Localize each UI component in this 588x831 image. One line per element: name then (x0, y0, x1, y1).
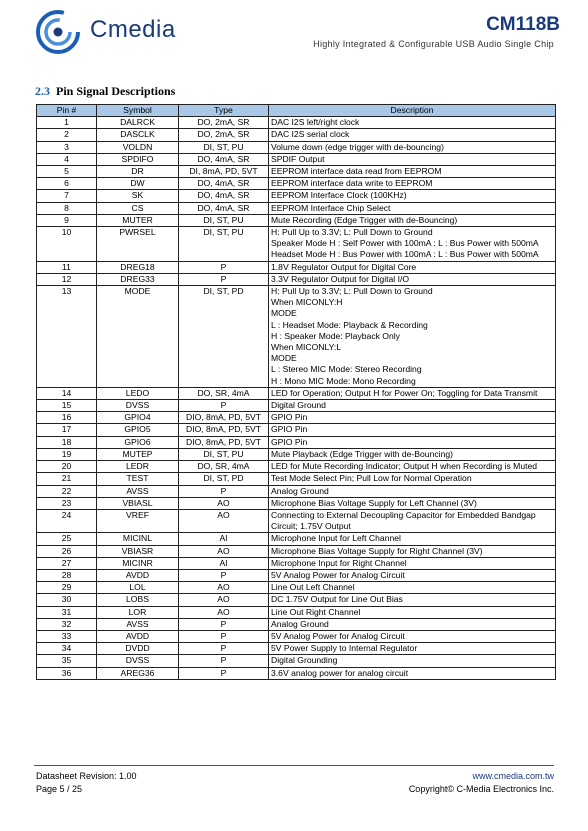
cell-description (269, 569, 556, 581)
cell-symbol: PWRSEL (97, 227, 179, 262)
chip-subtitle: Highly Integrated & Configurable USB Audio Single Chip (313, 39, 554, 49)
cell-type: DO, 2mA, SR (179, 117, 269, 129)
table-row (37, 461, 556, 473)
cell-description (269, 667, 556, 679)
cell-symbol: DW (97, 178, 179, 190)
table-body (37, 117, 556, 680)
table-row (37, 473, 556, 485)
cell-type: DO, SR, 4mA (179, 387, 269, 399)
table-row (37, 141, 556, 153)
cell-type: DO, 2mA, SR (179, 129, 269, 141)
description-line: 5V Analog Power for Analog Circuit (271, 630, 405, 641)
description-line: GPIO Pin (271, 424, 308, 435)
description-line: Microphone Bias Voltage Supply for Right Channel (3V) (271, 545, 483, 556)
section-title: Pin Signal Descriptions (56, 84, 176, 98)
cell-pin: 36 (37, 667, 97, 679)
cell-symbol: VOLDN (97, 141, 179, 153)
description-line: Analog Ground (271, 618, 329, 629)
cell-type: DO, 4mA, SR (179, 202, 269, 214)
cell-pin: 33 (37, 630, 97, 642)
table-row (37, 178, 556, 190)
cell-pin: 21 (37, 473, 97, 485)
cell-symbol: DASCLK (97, 129, 179, 141)
cell-symbol: LEDR (97, 461, 179, 473)
cell-pin: 26 (37, 545, 97, 557)
cell-description (269, 655, 556, 667)
description-line: H: Pull Up to 3.3V; L: Pull Down to Ground (271, 227, 433, 238)
cell-description (269, 178, 556, 190)
cell-pin: 10 (37, 227, 97, 262)
cell-symbol: SK (97, 190, 179, 202)
table-row (37, 153, 556, 165)
cell-pin: 7 (37, 190, 97, 202)
cell-pin: 24 (37, 509, 97, 532)
description-line: L : Headset Mode: Playback & Recording (271, 319, 428, 330)
cell-type: DI, ST, PU (179, 214, 269, 226)
cell-symbol: AVSS (97, 485, 179, 497)
description-line: 5V Power Supply to Internal Regulator (271, 643, 418, 654)
cell-type: DI, ST, PD (179, 473, 269, 485)
table-row (37, 190, 556, 202)
cell-symbol: AVSS (97, 618, 179, 630)
description-line: GPIO Pin (271, 436, 308, 447)
cell-type: DO, 4mA, SR (179, 178, 269, 190)
cell-symbol: MUTEP (97, 448, 179, 460)
cell-description (269, 227, 556, 262)
cell-pin: 27 (37, 557, 97, 569)
cell-symbol: DVDD (97, 643, 179, 655)
description-line: MODE (271, 308, 297, 319)
cell-type: P (179, 630, 269, 642)
cell-pin: 31 (37, 606, 97, 618)
column-header-type: Type (179, 105, 269, 117)
cell-symbol: AREG36 (97, 667, 179, 679)
cell-description (269, 594, 556, 606)
table-row (37, 448, 556, 460)
description-line: 1.8V Regulator Output for Digital Core (271, 261, 417, 272)
cell-symbol: LOR (97, 606, 179, 618)
description-line: Digital Ground (271, 400, 326, 411)
cell-description (269, 606, 556, 618)
column-header-symbol: Symbol (97, 105, 179, 117)
description-line: EEPROM interface data write to EEPROM (271, 178, 433, 189)
description-line: Line Out Right Channel (271, 606, 361, 617)
cell-pin: 1 (37, 117, 97, 129)
cell-type: DI, ST, PU (179, 141, 269, 153)
cell-pin: 25 (37, 533, 97, 545)
description-line: H : Mono MIC Mode: Mono Recording (271, 375, 416, 386)
description-line: Line Out Left Channel (271, 582, 355, 593)
description-line: Speaker Mode H : Self Power with 100mA : L : Bus Power with 500mA (271, 238, 539, 249)
table-row (37, 286, 556, 388)
cell-pin: 28 (37, 569, 97, 581)
cell-description (269, 400, 556, 412)
footer-page: Page 5 / 25 (36, 784, 83, 794)
cell-pin: 16 (37, 412, 97, 424)
description-line: When MICONLY:L (271, 342, 342, 353)
description-line: Mute Recording (Edge Trigger with de-Bouncing) (271, 214, 458, 225)
cell-type: DI, ST, PU (179, 448, 269, 460)
table-row (37, 497, 556, 509)
description-line: Test Mode Select Pin; Pull Low for Normal Operation (271, 473, 472, 484)
description-line: EEPROM interface data read from EEPROM (271, 166, 442, 177)
table-row (37, 545, 556, 557)
cell-type: DIO, 8mA, PD, 5VT (179, 424, 269, 436)
description-line: Analog Ground (271, 485, 329, 496)
cell-type: P (179, 400, 269, 412)
cell-pin: 11 (37, 261, 97, 273)
cell-type: P (179, 273, 269, 285)
cell-symbol: MICINL (97, 533, 179, 545)
cell-description (269, 545, 556, 557)
cell-type: AO (179, 594, 269, 606)
cell-description (269, 557, 556, 569)
table-row (37, 117, 556, 129)
table-row (37, 569, 556, 581)
table-row (37, 129, 556, 141)
cell-description (269, 202, 556, 214)
cell-pin: 3 (37, 141, 97, 153)
cell-pin: 30 (37, 594, 97, 606)
cell-type: P (179, 667, 269, 679)
cell-symbol: AVDD (97, 630, 179, 642)
description-line: EEPROM Interface Chip Select (271, 202, 391, 213)
chip-title: CM118B (486, 14, 560, 35)
cell-description (269, 509, 556, 532)
description-line: DAC I2S serial clock (271, 129, 350, 140)
cell-description (269, 618, 556, 630)
cell-description (269, 387, 556, 399)
description-line: EEPROM Interface Clock (100KHz) (271, 190, 407, 201)
table-row (37, 509, 556, 532)
description-line: 3.6V analog power for analog circuit (271, 667, 409, 678)
cell-type: AO (179, 545, 269, 557)
table-row (37, 606, 556, 618)
cell-description (269, 190, 556, 202)
cell-symbol: DREG33 (97, 273, 179, 285)
footer-revision: Datasheet Revision: 1.00 (36, 771, 137, 781)
cell-type: DO, 4mA, SR (179, 153, 269, 165)
footer-copyright: Copyright© C-Media Electronics Inc. (408, 784, 554, 794)
description-line: Mute Playback (Edge Trigger with de-Bouncing) (271, 448, 453, 459)
description-line: Microphone Input for Right Channel (271, 557, 407, 568)
table-row (37, 485, 556, 497)
cell-symbol: DREG18 (97, 261, 179, 273)
cell-symbol: LOBS (97, 594, 179, 606)
cell-symbol: AVDD (97, 569, 179, 581)
cell-symbol: CS (97, 202, 179, 214)
cell-pin: 23 (37, 497, 97, 509)
description-line: MODE (271, 353, 297, 364)
cell-pin: 13 (37, 286, 97, 388)
cell-symbol: MUTER (97, 214, 179, 226)
cell-description (269, 117, 556, 129)
cell-description (269, 286, 556, 388)
table-row (37, 594, 556, 606)
cell-pin: 2 (37, 129, 97, 141)
cell-description (269, 448, 556, 460)
cell-description (269, 630, 556, 642)
table-row (37, 630, 556, 642)
cell-description (269, 461, 556, 473)
cell-description (269, 436, 556, 448)
cell-symbol: LOL (97, 582, 179, 594)
cell-pin: 19 (37, 448, 97, 460)
description-line: 5V Analog Power for Analog Circuit (271, 569, 405, 580)
cell-symbol: MICINR (97, 557, 179, 569)
cell-type: AO (179, 497, 269, 509)
cell-type: AO (179, 606, 269, 618)
cell-type: AI (179, 533, 269, 545)
cell-description (269, 497, 556, 509)
cell-type: AI (179, 557, 269, 569)
description-line: Microphone Input for Left Channel (271, 533, 401, 544)
table-row (37, 387, 556, 399)
cell-symbol: TEST (97, 473, 179, 485)
table-row (37, 424, 556, 436)
cell-description (269, 412, 556, 424)
cell-pin: 20 (37, 461, 97, 473)
cell-description (269, 273, 556, 285)
footer-url[interactable]: www.cmedia.com.tw (472, 771, 554, 781)
cell-description (269, 533, 556, 545)
column-header-description: Description (269, 105, 556, 117)
cell-symbol: DR (97, 166, 179, 178)
cell-pin: 5 (37, 166, 97, 178)
cell-type: DO, 4mA, SR (179, 190, 269, 202)
cell-pin: 17 (37, 424, 97, 436)
description-line: Connecting to External Decoupling Capacitor for Embedded Bandgap Circuit; 1.75V Output (271, 509, 536, 532)
description-line: Headset Mode H : Bus Power with 100mA : L : Bus Power with 500mA (271, 249, 539, 260)
cmedia-logo-icon (36, 10, 80, 54)
cell-symbol: GPIO5 (97, 424, 179, 436)
description-line: DC 1.75V Output for Line Out Bias (271, 594, 403, 605)
table-row (37, 436, 556, 448)
cell-symbol: SPDIFO (97, 153, 179, 165)
cell-description (269, 129, 556, 141)
pin-table (36, 104, 556, 680)
cell-type: DI, ST, PU (179, 227, 269, 262)
cell-type: P (179, 655, 269, 667)
cell-type: DIO, 8mA, PD, 5VT (179, 412, 269, 424)
table-row (37, 582, 556, 594)
cell-description (269, 582, 556, 594)
cell-type: DI, 8mA, PD, 5VT (179, 166, 269, 178)
cell-description (269, 261, 556, 273)
description-line: SPDIF Output (271, 153, 325, 164)
table-row (37, 261, 556, 273)
cell-pin: 9 (37, 214, 97, 226)
cell-symbol: LEDO (97, 387, 179, 399)
section-heading (35, 84, 175, 99)
table-row (37, 273, 556, 285)
cell-type: P (179, 618, 269, 630)
table-row (37, 202, 556, 214)
table-row (37, 643, 556, 655)
cell-pin: 14 (37, 387, 97, 399)
description-line: LED for Operation; Output H for Power On; Toggling for Data Transmit (271, 387, 538, 398)
brand-name: Cmedia (90, 16, 176, 43)
cell-description (269, 643, 556, 655)
description-line: L : Stereo MIC Mode: Stereo Recording (271, 364, 422, 375)
cell-symbol: GPIO6 (97, 436, 179, 448)
cell-type: AO (179, 509, 269, 532)
description-line: 3.3V Regulator Output for Digital I/O (271, 273, 410, 284)
cell-description (269, 485, 556, 497)
description-line: H: Pull Up to 3.3V; L: Pull Down to Ground (271, 286, 433, 297)
cell-type: DI, ST, PD (179, 286, 269, 388)
cell-pin: 6 (37, 178, 97, 190)
cell-symbol: DALRCK (97, 117, 179, 129)
cell-symbol: DVSS (97, 400, 179, 412)
table-header-row (37, 105, 556, 117)
cell-description (269, 473, 556, 485)
cell-description (269, 214, 556, 226)
cell-pin: 35 (37, 655, 97, 667)
section-number: 2.3 (35, 84, 50, 98)
cell-type: P (179, 569, 269, 581)
cell-symbol: VREF (97, 509, 179, 532)
cell-pin: 29 (37, 582, 97, 594)
table-row (37, 214, 556, 226)
table-row (37, 618, 556, 630)
description-line: GPIO Pin (271, 412, 308, 423)
cell-type: P (179, 643, 269, 655)
cell-pin: 12 (37, 273, 97, 285)
footer-divider (34, 765, 554, 766)
page-header (0, 0, 588, 62)
cell-pin: 22 (37, 485, 97, 497)
cell-pin: 15 (37, 400, 97, 412)
cell-type: P (179, 485, 269, 497)
cell-type: P (179, 261, 269, 273)
table-row (37, 667, 556, 679)
table-row (37, 400, 556, 412)
cell-pin: 4 (37, 153, 97, 165)
pin-table-wrapper (36, 104, 555, 680)
cell-type: DIO, 8mA, PD, 5VT (179, 436, 269, 448)
cell-symbol: GPIO4 (97, 412, 179, 424)
cell-symbol: VBIASL (97, 497, 179, 509)
cell-description (269, 141, 556, 153)
description-line: LED for Mute Recording Indicator; Output H when Recording is Muted (271, 461, 538, 472)
description-line: Microphone Bias Voltage Supply for Left Channel (3V) (271, 497, 477, 508)
description-line: Volume down (edge trigger with de-bouncing) (271, 141, 444, 152)
description-line: DAC I2S left/right clock (271, 117, 360, 128)
cell-pin: 8 (37, 202, 97, 214)
cell-symbol: VBIASR (97, 545, 179, 557)
table-row (37, 166, 556, 178)
cell-pin: 18 (37, 436, 97, 448)
cell-symbol: DVSS (97, 655, 179, 667)
table-row (37, 412, 556, 424)
description-line: Digital Grounding (271, 655, 338, 666)
cell-type: AO (179, 582, 269, 594)
cell-description (269, 153, 556, 165)
cell-pin: 32 (37, 618, 97, 630)
table-row (37, 227, 556, 262)
cell-description (269, 424, 556, 436)
description-line: When MICONLY:H (271, 297, 343, 308)
cell-symbol: MODE (97, 286, 179, 388)
cell-type: DO, SR, 4mA (179, 461, 269, 473)
cell-pin: 34 (37, 643, 97, 655)
description-line: H : Speaker Mode: Playback Only (271, 330, 400, 341)
table-row (37, 533, 556, 545)
cell-description (269, 166, 556, 178)
table-row (37, 655, 556, 667)
table-row (37, 557, 556, 569)
column-header-pin: Pin # (37, 105, 97, 117)
